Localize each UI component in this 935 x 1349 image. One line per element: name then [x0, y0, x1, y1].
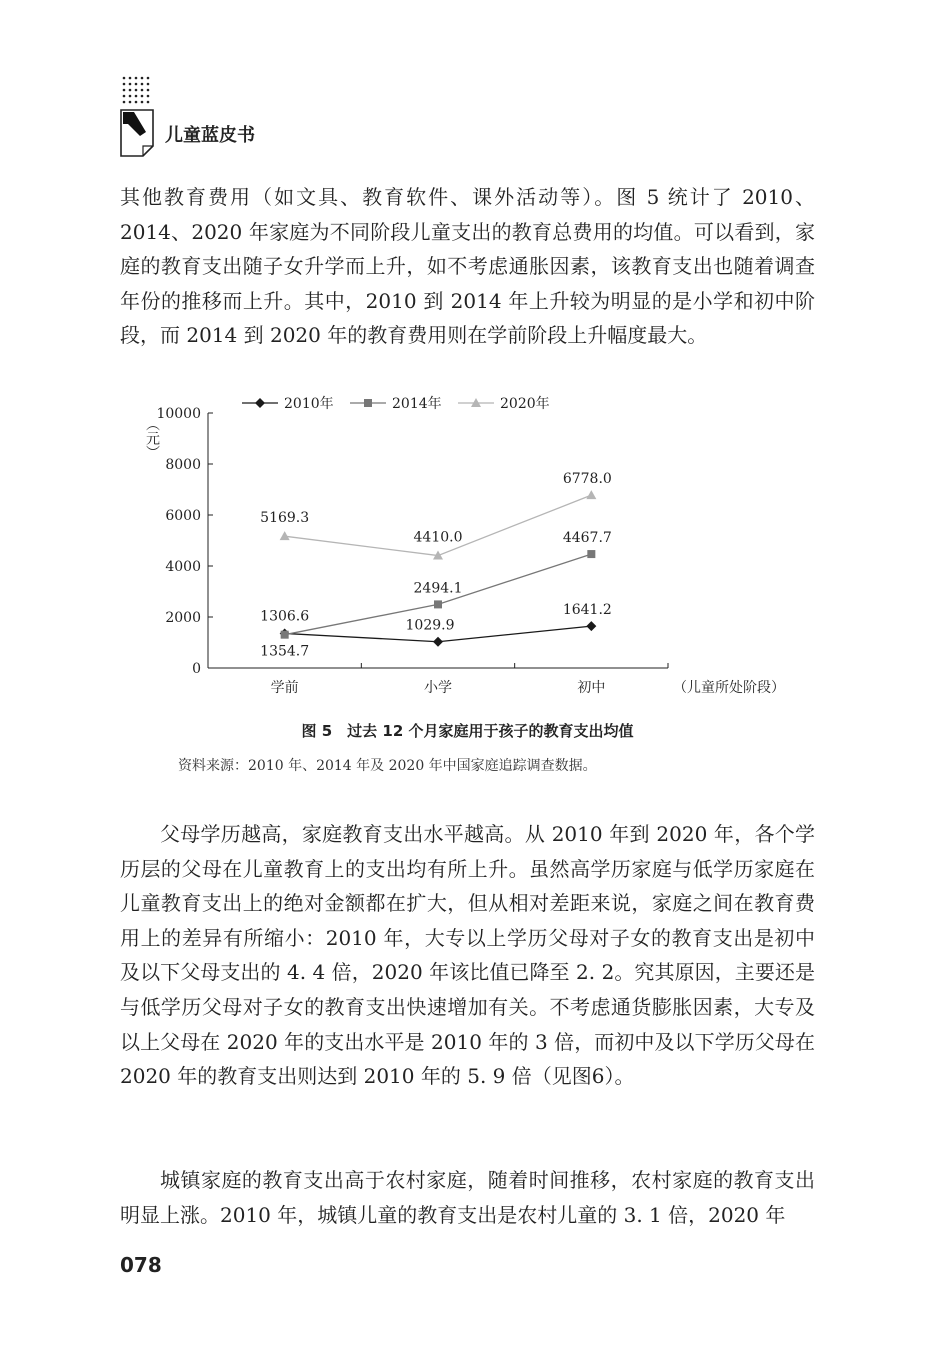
chart-legend: [242, 395, 550, 412]
y-tick-label: 0: [192, 661, 201, 677]
figure-caption: 图 5 过去 12 个月家庭用于孩子的教育支出均值: [301, 722, 634, 740]
data-label: 2494.1: [413, 580, 463, 597]
data-label: 5169.3: [260, 510, 310, 527]
data-point: [587, 550, 595, 558]
y-tick-label: 8000: [165, 457, 201, 473]
data-label: 4410.0: [413, 529, 463, 546]
legend-label: 2020年: [500, 396, 550, 412]
paragraph: 其他教育费用（如文具、教育软件、课外活动等）。图 5 统计了 2010、2014、2020 年家庭为不同阶段儿童支出的教育总费用的均值。可以看到，家庭的教育支出随子女升学而上升，如不考虑通胀因素，该教育支出也随着调查年份的推移而上升。其中，2010 到 2014 年上升较为明显的是小学和初中阶段，而 2014 到 2020 年的教育费用则在学前阶段上升幅度最大。: [120, 185, 815, 348]
y-tick-label: 6000: [165, 508, 201, 524]
y-tick-label: 10000: [156, 406, 201, 422]
y-tick-label: 4000: [165, 559, 201, 575]
series-2010年: [260, 602, 612, 659]
line-chart: [130, 385, 810, 705]
paragraph: 父母学历越高，家庭教育支出水平越高。从 2010 年到 2020 年，各个学历层的父母在儿童教育上的支出均有所上升。虽然高学历家庭与低学历家庭在儿童教育支出上的绝对金额都在扩大，但从相对差距来说，家庭之间在教育费用上的差异有所缩小：2010 年，大专以上学历父母对子女的教育支出是初中及以下父母支出的 4. 4 倍，2020 年该比值已降至 2. 2。究其原因，主要还是与低学历父母对子女的教育支出快速增加有关。不考虑通货膨胀因素，大专及以上父母在 2020 年的支出水平是 2010 年的 3 倍，而初中及以下学历父母在 2020 年的教育支出则达到 2010 年的 5. 9 倍（见图6）。: [120, 822, 815, 1089]
series-logo: [120, 74, 156, 158]
legend-label: 2010年: [284, 396, 334, 412]
legend-item: [458, 395, 550, 412]
page-number: 078: [120, 1253, 162, 1277]
chart-series: [260, 471, 612, 659]
data-point: [433, 637, 443, 647]
x-tick-label: 初中: [577, 680, 606, 696]
legend-label: 2014年: [392, 396, 442, 412]
data-point: [255, 398, 265, 408]
paragraph: 城镇家庭的教育支出高于农村家庭，随着时间推移，农村家庭的教育支出明显上涨。2010 年，城镇儿童的教育支出是农村儿童的 3. 1 倍，2020 年: [120, 1168, 815, 1227]
x-tick-label: 小学: [424, 680, 452, 696]
y-axis-label-text: （元）: [144, 417, 160, 459]
data-label: 6778.0: [562, 471, 612, 488]
legend-item: [242, 395, 334, 412]
data-point: [364, 399, 372, 407]
y-axis-label: [144, 417, 160, 459]
y-ticks: [156, 406, 213, 677]
series-title: 儿童蓝皮书: [165, 125, 255, 146]
data-label: 1354.7: [260, 643, 310, 660]
data-label: 1306.6: [260, 608, 310, 625]
data-point: [281, 631, 289, 639]
legend-item: [350, 395, 442, 412]
data-label: 1641.2: [562, 602, 612, 619]
x-axis-label: （儿童所处阶段）: [673, 680, 785, 696]
data-point: [434, 600, 442, 608]
series-2020年: [260, 471, 612, 559]
x-tick-label: 学前: [270, 680, 299, 696]
series-line: [285, 495, 592, 555]
data-label: 4467.7: [562, 530, 612, 547]
data-point: [586, 490, 596, 499]
y-tick-label: 2000: [165, 610, 201, 626]
data-point: [280, 531, 290, 540]
figure-source: 资料来源：2010 年、2014 年及 2020 年中国家庭追踪调查数据。: [178, 758, 597, 774]
data-label: 1029.9: [405, 617, 455, 634]
data-point: [586, 621, 596, 631]
